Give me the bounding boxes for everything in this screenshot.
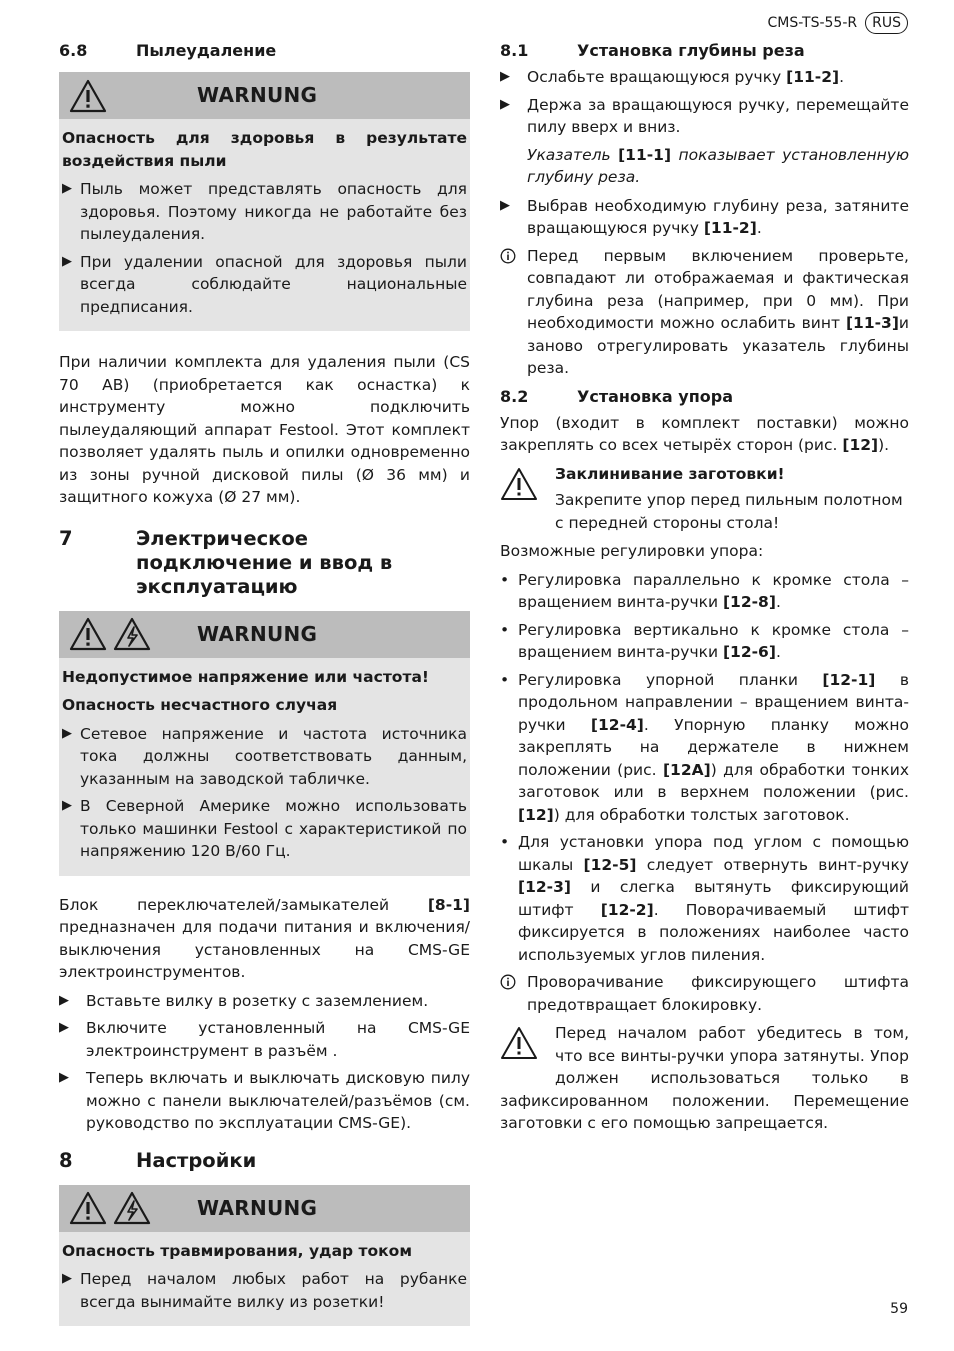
triangle-bullet-icon: ▶	[500, 197, 510, 213]
warning-title: WARNUNG	[197, 621, 318, 646]
section-8-2-heading: 8.2 Установка упора	[500, 386, 734, 406]
section-7-heading: 7 Электрическое подключение и ввод в эксплуатацию	[59, 526, 393, 598]
warning-box-settings	[59, 1185, 470, 1327]
danger-text: Опасность несчастного случая	[62, 696, 338, 714]
list-item: ▶ Пыль может представлять опасность для здоровья. Поэтому никогда не работайте без пылеудаления.	[62, 178, 467, 246]
final-caution: Перед началом работ убедитесь в том, что все винты-ручки упора затянуты. Упор должен использоваться только в зафиксированном положении. Перемещение заготовки с его помощью запрещается.	[500, 1024, 909, 1132]
warning-title: WARNUNG	[197, 1195, 318, 1220]
list-item: ▶ Выбрав необходимую глубину реза, затяните вращающуюся ручку [11-2].	[500, 195, 909, 240]
danger-text: Опасность травмирования, удар током	[62, 1241, 412, 1260]
warning-box-voltage	[59, 611, 470, 876]
page-header	[768, 12, 908, 34]
triangle-bullet-icon: ▶	[62, 1271, 72, 1286]
switch-block-paragraph: Блок переключателей/замыкателей [8-1] предназначен для подачи питания и включения/выключения установленных на CMS-GE электроинструментов.	[59, 895, 470, 981]
list-item: • Регулировка упорной планки [12-1] в продольном направлении – вращением винта-ручки [12-4]. Упорную планку можно закреплять на держателе в нижнем положении (рис. [12A]) для обработки тонких заготовок или в верхнем положении (рис. [12]) для обработки толстых заготовок.	[500, 670, 909, 824]
section-6-8-heading: 6.8 Пылеудаление	[59, 41, 277, 60]
info-note: Перед первым включением проверьте, совпадают ли отображаемая и фактическая глубина реза (например, при 0 мм). При необходимости можно ослабить винт [11-3]и заново отрегулировать указатель глубины реза.	[500, 245, 909, 380]
caution-note	[500, 463, 909, 535]
triangle-bullet-icon: ▶	[62, 798, 72, 813]
warning-box-dust	[59, 72, 470, 331]
caution-title: Заклинивание заготовки!	[555, 464, 785, 483]
warning-triangle-icon	[69, 1191, 107, 1225]
triangle-bullet-icon: ▶	[62, 253, 72, 269]
danger-text: Недопустимое напряжение или частота!	[62, 667, 429, 686]
list-item: ▶ Держа за вращающуюся ручку, перемещайте пилу вверх и вниз.	[500, 94, 909, 139]
list-item: ▶ Теперь включать и выключать дисковую пилу можно с панели выключателей/разъёмов (см. руководство по эксплуатации CMS-GE).	[59, 1067, 470, 1135]
caution-text: Закрепите упор перед пильным полотном с передней стороны стола!	[555, 491, 903, 532]
list-item: • Для установки упора под углом с помощью шкалы [12-5] следует отвернуть винт-ручку [12-3] и слегка вытянуть фиксирующий штифт [12-2]. Поворачиваемый штифт фиксируется в положениях наиболее часто используемых углов пиления.	[500, 833, 909, 964]
triangle-bullet-icon: ▶	[500, 69, 510, 84]
triangle-bullet-icon: ▶	[59, 1070, 69, 1085]
list-item: ▶ Ослабьте вращающуюся ручку [11-2].	[500, 66, 909, 89]
left-column	[59, 40, 470, 1340]
electric-hazard-icon	[113, 617, 151, 651]
electric-hazard-icon	[113, 1191, 151, 1225]
model-name: CMS-TS-55-R	[767, 15, 858, 31]
info-note: Проворачивание фиксирующего штифта предотвращает блокировку.	[500, 971, 909, 1016]
list-item: ▶ Включите установленный на CMS-GE электроинструмент в разъём .	[59, 1017, 470, 1062]
triangle-bullet-icon: ▶	[59, 992, 69, 1008]
info-icon	[500, 974, 516, 990]
possible-adjustments: Возможные регулировки упора:	[500, 542, 764, 560]
dust-paragraph: При наличии комплекта для удаления пыли (CS 70 AB) (приобретается как оснастка) к инструменту можно подключить пылеудаляющий аппарат Festool. Этот комплект позволяет удалять пыль и опилки одновременно из зоны ручной дисковой пилы (Ø 36 мм) и защитного кожуха (Ø 27 мм).	[59, 353, 470, 506]
triangle-bullet-icon: ▶	[500, 96, 510, 112]
section-8-heading: 8 Настройки	[59, 1148, 257, 1172]
triangle-bullet-icon: ▶	[62, 181, 72, 196]
list-item: • Регулировка вертикально к кромке стола – вращением винта-ручки [12-6].	[500, 620, 909, 661]
triangle-bullet-icon: ▶	[62, 725, 72, 741]
fence-intro: Упор (входит в комплект поставки) можно закреплять со всех четырёх сторон (рис. [12]).	[500, 413, 909, 454]
pointer-note: Указатель [11-1] показывает установленную глубину реза.	[527, 145, 909, 186]
info-icon	[500, 248, 516, 264]
list-item: ▶ Вставьте вилку в розетку с заземлением.	[59, 990, 470, 1013]
page-number: 59	[890, 1301, 908, 1317]
list-item: • Регулировка параллельно к кромке стола – вращением винта-ручки [12-8].	[500, 570, 909, 611]
warning-triangle-icon	[500, 467, 538, 501]
warning-triangle-icon	[500, 1026, 538, 1060]
language-badge: RUS	[865, 12, 908, 34]
warning-triangle-icon	[69, 617, 107, 651]
warning-title: WARNUNG	[197, 83, 318, 108]
right-column	[500, 40, 909, 1141]
list-item: ▶ Перед началом любых работ на рубанке всегда вынимайте вилку из розетки!	[62, 1268, 467, 1313]
triangle-bullet-icon: ▶	[59, 1020, 69, 1035]
list-item: ▶ При удалении опасной для здоровья пыли всегда соблюдайте национальные предписания.	[62, 251, 467, 319]
list-item: ▶ Сетевое напряжение и частота источника тока должны соответствовать данным, указанным на заводской табличке.	[62, 723, 467, 791]
danger-text: Опасность для здоровья в результате воздействия пыли	[62, 129, 467, 170]
list-item: ▶ В Северной Америке можно использовать только машинки Festool с характеристикой по напряжению 120 В/60 Гц.	[62, 795, 467, 863]
section-8-1-heading: 8.1 Установка глубины реза	[500, 41, 805, 60]
warning-triangle-icon	[69, 79, 107, 113]
